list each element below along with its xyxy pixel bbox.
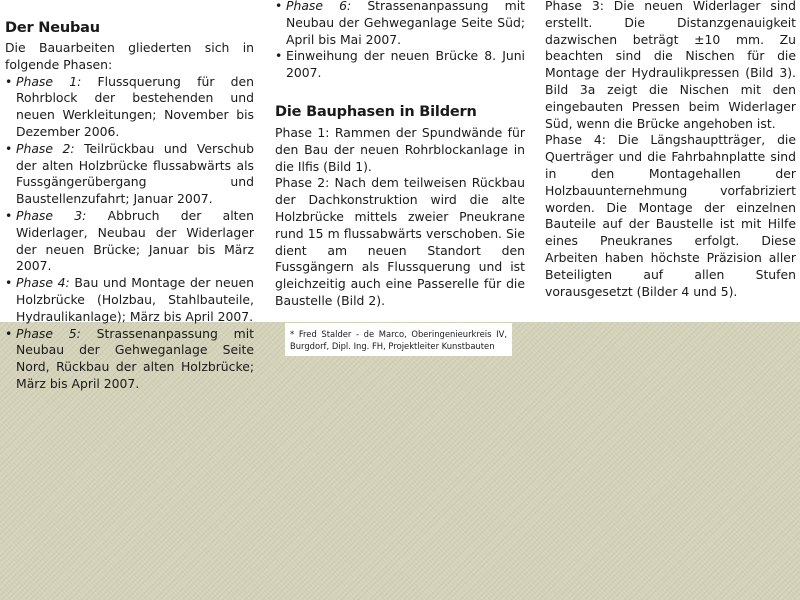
body-paragraph: Phase 2: Nach dem teilweisen Rückbau der Dachkonstruktion wird die alte Holzbrücke mittels zweier Pneukrane rund 15 m flussabwärts verschoben. Sie dient am neuen Standort den Fussgängern als Flussquerung und ist gleichzeitig auch eine Passerelle für die Baustelle (Bild 2).	[275, 175, 525, 308]
phase-label: Phase 4:	[16, 275, 70, 291]
phase-item	[5, 74, 254, 141]
column-1	[5, 18, 254, 393]
phase-text: Abbruch der alten Widerlager, Neubau der Widerlager der neuen Brücke; Januar bis März 2007.	[16, 207, 255, 274]
phase-item	[5, 275, 254, 325]
column-3	[545, 0, 796, 300]
body-paragraph: Phase 4: Die Längshauptträger, die Querträger und die Fahrbahnplatte sind in den Montagehallen der Holzbauunternehmung vorfabriziert worden. Die Montage der einzelnen Bauteile auf der Baustelle ist mit Hilfe eines Pneukranes erfolgt. Diese Arbeiten haben höchste Präzision aller Beteiligten auf allen Stufen vorausgesetzt (Bilder 4 und 5).	[545, 132, 796, 299]
phase-item	[275, 0, 525, 48]
column-2	[275, 0, 525, 310]
section-heading-neubau: Der Neubau	[5, 20, 100, 36]
phase-label: Phase 6:	[286, 0, 352, 13]
phase-label: Phase 3:	[16, 207, 87, 223]
phase-list-continued	[275, 0, 525, 82]
phase-item	[275, 48, 525, 82]
author-footnote: * Fred Stalder - de Marco, Oberingenieurkreis IV, Burgdorf, Dipl. Ing. FH, Projektleiter Kunstbauten	[285, 323, 512, 356]
phase-text: Strassenanpassung mit Neubau der Gehweganlage Seite Nord, Rückbau der alten Holzbrücke; März bis April 2007.	[16, 325, 254, 391]
phase-text: Einweihung der neuen Brücke 8. Juni 2007.	[286, 48, 525, 81]
body-paragraph: Phase 1: Rammen der Spundwände für den Bau der neuen Rohrblockanlage in die Ilfis (Bild 1).	[275, 124, 525, 174]
phase-item	[5, 208, 254, 275]
phase-text: Teilrückbau und Verschub der alten Holzbrücke flussabwärts als Fussgängerübergang und Baustellenzufahrt; Januar 2007.	[16, 140, 254, 207]
phase-list	[5, 74, 254, 393]
section-heading-bauphasen: Die Bauphasen in Bildern	[275, 103, 477, 120]
phase-label: Phase 1:	[16, 73, 82, 89]
body-paragraph: Phase 3: Die neuen Widerlager sind erstellt. Die Distanzgenauigkeit dazwischen beträgt ±10 mm. Zu beachten sind die Nischen für die Montage der Hydraulikpressen (Bild 3). Bild 3a zeigt die Nischen mit den eingebauten Pressen beim Widerlager Süd, wenn die Brücke angehoben ist.	[545, 0, 796, 131]
phase-label: Phase 5:	[16, 325, 81, 341]
phase-text: Flussquerung für den Rohrblock der bestehenden und neuen Werkleitungen; November bis Dezember 2006.	[16, 73, 254, 139]
phase-item	[5, 141, 254, 208]
phase-label: Phase 2:	[16, 140, 75, 156]
intro-paragraph: Die Bauarbeiten gliederten sich in folgende Phasen:	[5, 40, 254, 72]
phase-text: Bau und Montage der neuen Holzbrücke (Holzbau, Stahlbauteile, Hydraulikanlage); März bis April 2007.	[16, 275, 254, 324]
phase-text: Strassenanpassung mit Neubau der Gehweganlage Seite Süd; April bis Mai 2007.	[286, 0, 525, 47]
phase-item	[5, 326, 254, 393]
